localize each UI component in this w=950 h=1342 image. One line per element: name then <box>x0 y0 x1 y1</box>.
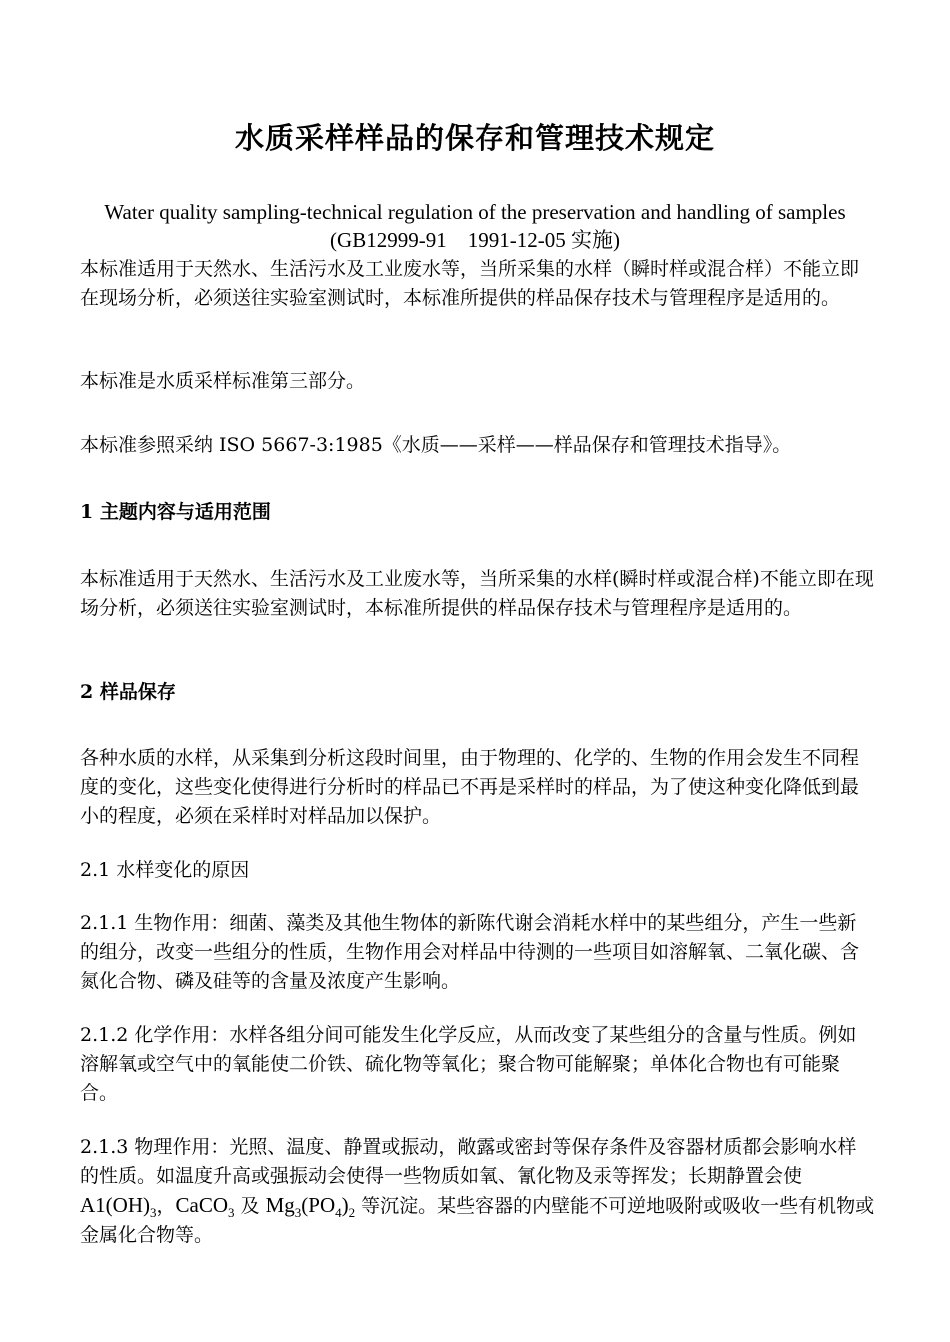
physical-effect-text-start: 2.1.3 物理作用：光照、温度、静置或振动，敞露或密封等保存条件及容器材质都会影响水样的性质。如温度升高或强振动会使得一些物质如氧、氰化物及汞等挥发；长期静置会使 <box>80 1136 857 1187</box>
section-2-paragraph: 各种水质的水样，从采集到分析这段时间里，由于物理的、化学的、生物的作用会发生不同程度的变化，这些变化使得进行分析时的样品已不再是采样时的样品，为了使这种变化降低到最小的程度，必须在采样时对样品加以保护。 <box>80 747 860 827</box>
physical-effect-text-end: 等沉淀。某些容器的内壁能不可逆地吸附或吸收一些有机物或金属化合物等。 <box>80 1195 875 1246</box>
section-2-1-1-paragraph: 2.1.1 生物作用：细菌、藻类及其他生物体的新陈代谢会消耗水样中的某些组分，产生一些新的组分，改变一些组分的性质，生物作用会对样品中待测的一些项目如溶解氧、二氧化碳、含氮化合物、磷及硅等的含量及浓度产生影响。 <box>80 912 860 992</box>
standard-code: (GB12999-91 1991-12-05 实施) <box>330 228 620 252</box>
section-2-1-2-paragraph: 2.1.2 化学作用：水样各组分间可能发生化学反应，从而改变了某些组分的含量与性质。例如溶解氧或空气中的氧能使二价铁、硫化物等氧化；聚合物可能解聚；单体化合物也有可能聚合。 <box>80 1024 857 1104</box>
section-1-heading: 1 主题内容与适用范围 <box>80 501 271 523</box>
intro-paragraph-scope: 本标准适用于天然水、生活污水及工业废水等，当所采集的水样（瞬时样或混合样）不能立即在现场分析，必须送往实验室测试时，本标准所提供的样品保存技术与管理程序是适用的。 <box>80 258 860 309</box>
section-2-1-heading: 2.1 水样变化的原因 <box>80 859 250 881</box>
english-subtitle: Water quality sampling-technical regulation of the preservation and handling of samples <box>104 200 846 224</box>
section-1-paragraph: 本标准适用于天然水、生活污水及工业废水等，当所采集的水样(瞬时样或混合样)不能立即在现场分析，必须送往实验室测试时，本标准所提供的样品保存技术与管理程序是适用的。 <box>80 568 874 619</box>
formula-magnesium-phosphate: $Mg_3(PO_4)_2$ <box>265 1193 356 1221</box>
section-2-1-3-paragraph <box>80 1133 875 1250</box>
formula-calcium-carbonate: CaCO$_3$ <box>175 1193 235 1221</box>
intro-paragraph-reference: 本标准参照采纳 ISO 5667-3:1985《水质——采样——样品保存和管理技术指导》。 <box>80 434 792 456</box>
intro-paragraph-part: 本标准是水质采样标准第三部分。 <box>80 370 366 392</box>
formula-separator: ， <box>156 1195 176 1217</box>
section-2-heading: 2 样品保存 <box>80 681 176 703</box>
formula-conjunction: 及 <box>234 1195 266 1217</box>
document-title: 水质采样样品的保存和管理技术规定 <box>234 121 715 155</box>
formula-aluminium-hydroxide: $A1(OH)_3$ <box>80 1193 157 1221</box>
